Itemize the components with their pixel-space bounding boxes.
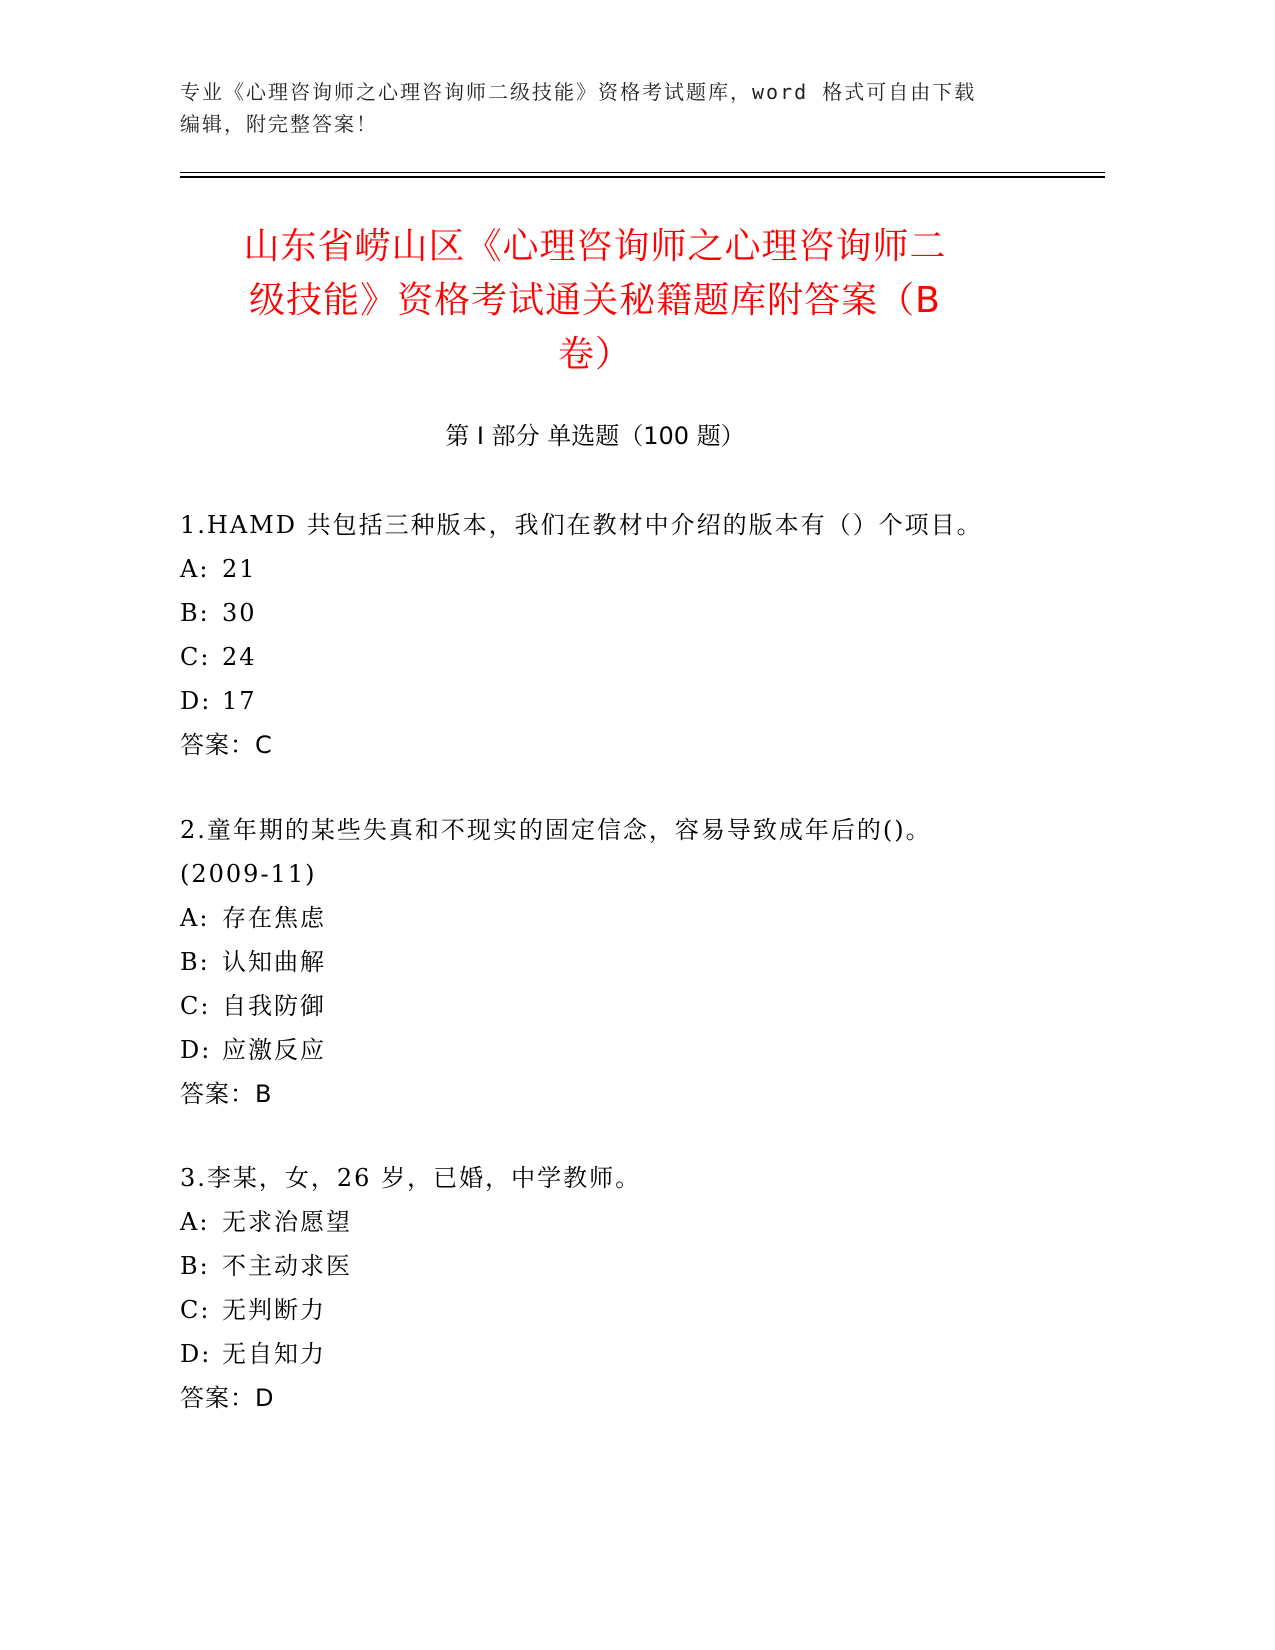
option-d [180, 679, 1080, 723]
option-letter: D: [180, 1036, 212, 1064]
option-text: 30 [222, 599, 257, 627]
option-letter: D: [180, 687, 212, 715]
option-letter: C: [180, 1296, 211, 1324]
question-stem-continued: (2009-11) [180, 860, 317, 888]
option-letter: B: [180, 1252, 210, 1280]
section-title: 第 I 部分 单选题（100 题） [445, 422, 745, 450]
option-letter: A: [180, 1208, 210, 1236]
question-stem: 3.李某，女，26 岁，已婚，中学教师。 [180, 1164, 642, 1192]
option-text: 不主动求医 [222, 1252, 352, 1280]
option-text: 认知曲解 [222, 948, 326, 976]
option-b [180, 940, 1080, 984]
option-text: 无求治愿望 [222, 1208, 352, 1236]
option-a [180, 896, 1080, 940]
option-text: 存在焦虑 [222, 904, 326, 932]
option-text: 24 [222, 643, 257, 671]
option-a [180, 547, 1080, 591]
document-title-line-3: 卷） [557, 334, 632, 375]
header-divider-thin [180, 172, 1105, 173]
option-letter: C: [180, 643, 211, 671]
document-title [180, 220, 1010, 382]
document-title-line-2: 级技能》资格考试通关秘籍题库附答案（B [249, 280, 941, 321]
option-c [180, 984, 1080, 1028]
option-letter: D: [180, 1340, 212, 1368]
option-text: 21 [222, 555, 257, 583]
option-letter: C: [180, 992, 211, 1020]
document-title-line-1: 山东省崂山区《心理咨询师之心理咨询师二 [243, 226, 947, 267]
option-b [180, 1244, 1080, 1288]
option-text: 无判断力 [222, 1296, 326, 1324]
answer-line: 答案：C [180, 731, 273, 759]
option-letter: B: [180, 948, 210, 976]
option-letter: B: [180, 599, 210, 627]
option-letter: A: [180, 904, 210, 932]
header-note-line-1: 专业《心理咨询师之心理咨询师二级技能》资格考试题库，word 格式可自由下载 [180, 80, 977, 104]
answer-line: 答案：B [180, 1080, 273, 1108]
option-b [180, 591, 1080, 635]
question-stem: 1.HAMD 共包括三种版本，我们在教材中介绍的版本有（）个项目。 [180, 511, 983, 539]
option-letter: A: [180, 555, 210, 583]
question-stem: 2.童年期的某些失真和不现实的固定信念，容易导致成年后的()。 [180, 816, 932, 844]
question-1 [180, 503, 1080, 767]
option-d [180, 1332, 1080, 1376]
answer-line: 答案：D [180, 1384, 275, 1412]
option-text: 17 [222, 687, 257, 715]
option-a [180, 1200, 1080, 1244]
option-d [180, 1028, 1080, 1072]
header-note [180, 76, 1060, 140]
option-text: 应激反应 [222, 1036, 326, 1064]
header-note-line-2: 编辑，附完整答案！ [180, 112, 378, 136]
question-3 [180, 1156, 1080, 1420]
option-c [180, 635, 1080, 679]
question-2 [180, 808, 1080, 1116]
option-text: 自我防御 [222, 992, 326, 1020]
option-text: 无自知力 [222, 1340, 326, 1368]
header-divider-thick [180, 176, 1105, 178]
option-c [180, 1288, 1080, 1332]
